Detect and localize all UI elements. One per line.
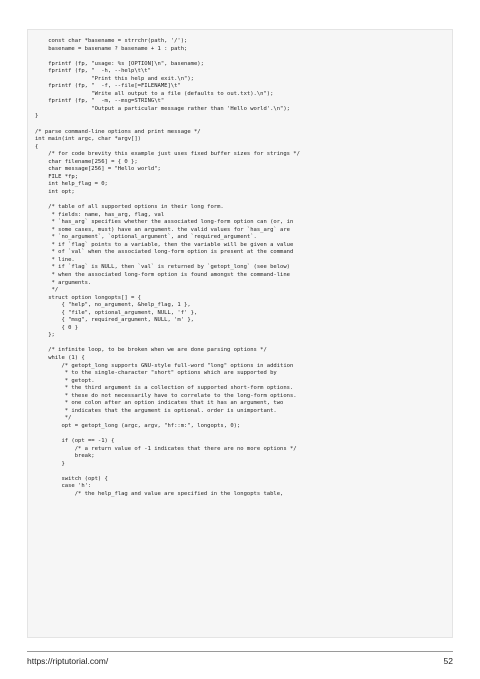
- page-number: 52: [443, 656, 453, 666]
- code-block: [27, 29, 453, 638]
- code-text: const char *basename = strrchr(path, '/'); basename = basename ? basename + 1 : path; fprintf (fp, "usage: %s [OPTION]\n", basename); fprintf (fp, " -h, --help\t\t" "Print this help and exit.\n"); fprintf (fp, " -f, --file[=FILENAME]\t" "Write all output to a file (defaults to out.txt).\n"); fprintf (fp, " -m, --msg=STRING\t" "Output a particular message rather than 'Hello world'.\n"); } /* parse command-line options and print message */ int main(int argc, char *argv[]) { /* for code brevity this example just uses fixed buffer sizes for strings */ char filename[256] = { 0 }; char message[256] = "Hello world"; FILE *fp; int help_flag = 0; int opt; /* table of all supported options in their long form. * fields: name, has_arg, flag, val * `has_arg` specifies whether the associated long-form option can (or, in * some cases, must) have an argument. the valid values for `has_arg` are * `no_argument`, `optional_argument`, and `required_argument`. * if `flag` points to a variable, then the variable will be given a value * of `val` when the associated long-form option is present at the command * line. * if `flag` is NULL, then `val` is returned by `getopt_long` (see below) * when the associated long-form option is found amongst the command-line * arguments. */ struct option longopts[] = { { "help", no_argument, &help_flag, 1 }, { "file", optional_argument, NULL, 'f' }, { "msg", required_argument, NULL, 'm' }, { 0 } }; /* infinite loop, to be broken when we are done parsing options */ while (1) { /* getopt_long supports GNU-style full-word "long" options in addition * to the single-character "short" options which are supported by * getopt. * the third argument is a collection of supported short-form options. * these do not necessarily have to correlate to the long-form options. * one colon after an option indicates that it has an argument, two * indicates that the argument is optional. order is unimportant. */ opt = getopt_long (argc, argv, "hf::m:", longopts, 0); if (opt == -1) { /* a return value of -1 indicates that there are no more options */ break; } switch (opt) { case 'h': /* the help_flag and value are specified in the longopts table,: [35, 38, 300, 497]
- footer-divider: [27, 651, 453, 652]
- footer-url-link[interactable]: https://riptutorial.com/: [27, 656, 109, 666]
